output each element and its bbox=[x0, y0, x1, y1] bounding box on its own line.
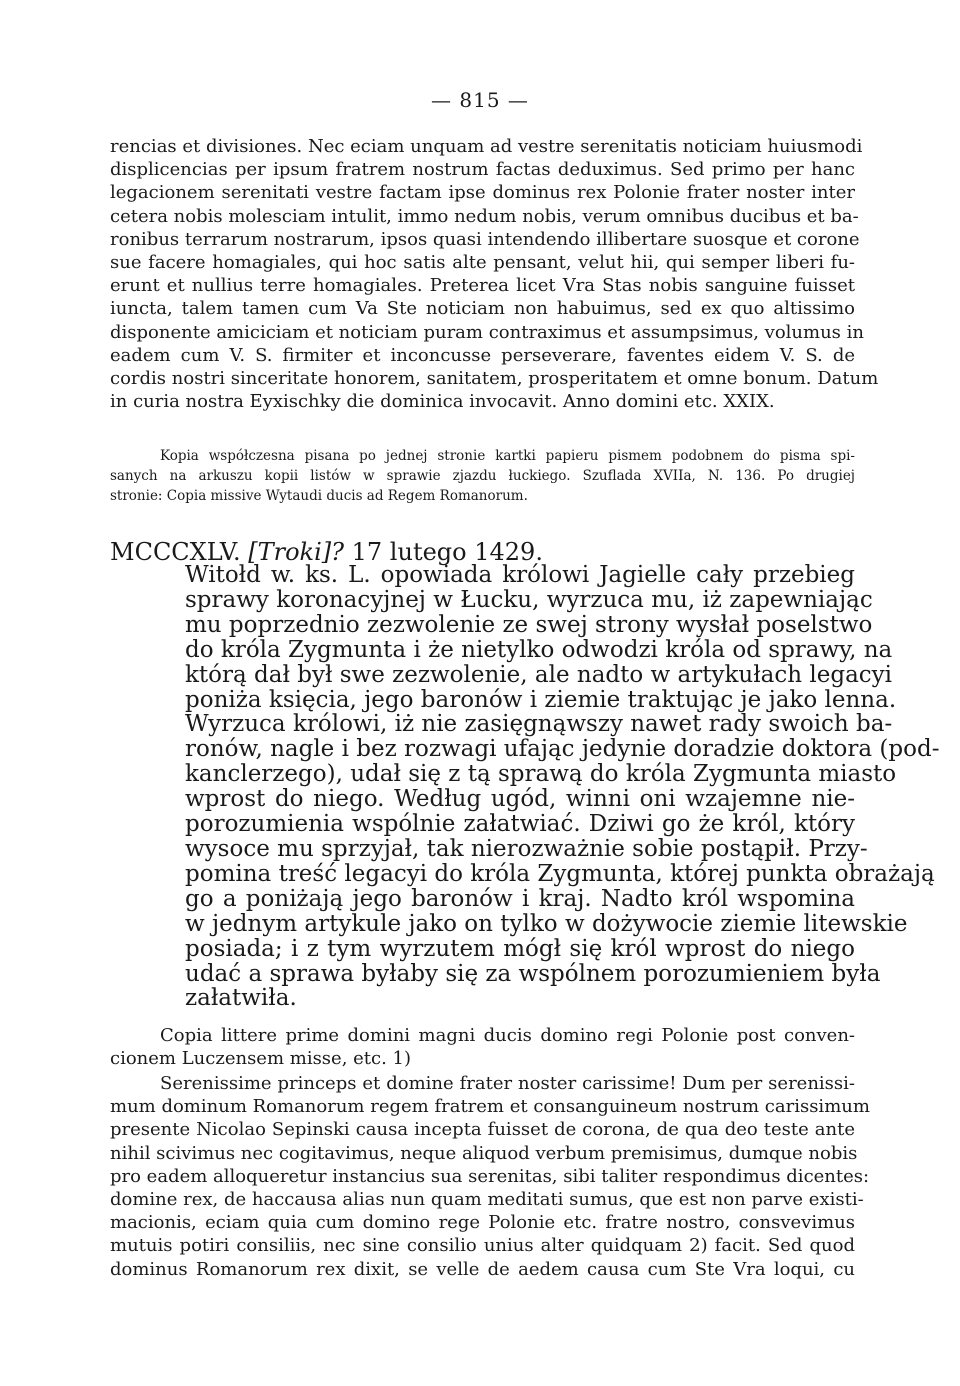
summary-line: udać a sprawa byłaby się za wspólnem porozumieniem była bbox=[185, 960, 881, 987]
summary-line: kanclerzego), udał się z tą sprawą do króla Zygmunta miasto bbox=[185, 761, 897, 788]
text-line: domine rex, de haccausa alias nun quam meditati sumus, que est non parve existi- bbox=[110, 1189, 864, 1211]
text-line: rencias et divisiones. Nec eciam unquam ad vestre serenitatis noticiam huiusmodi bbox=[110, 136, 863, 157]
summary-line: Witołd w. ks. L. opowiada królowi Jagielle cały przebieg bbox=[185, 562, 855, 588]
text-line: displicencias per ipsum fratrem nostrum factas deduximus. Sed primo per hanc bbox=[110, 159, 855, 181]
note-line: stronie: Copia missive Wytaudi ducis ad Regem Romanorum. bbox=[110, 488, 528, 504]
text-line: disponente amiciciam et noticiam puram contraximus et assumpsimus, volumus in bbox=[110, 321, 864, 343]
text-line: ronibus terrarum nostrarum, ipsos quasi intendendo illibertare suosque et corone bbox=[110, 228, 860, 250]
text-line: mutuis potiri consiliis, nec sine consilio unius alter quidquam 2) facit. Sed quod bbox=[110, 1235, 855, 1257]
document-place: [Troki]? bbox=[248, 538, 344, 566]
summary-line: Wyrzuca królowi, iż nie zasięgnąwszy nawet rady swoich ba- bbox=[185, 711, 893, 738]
text-line: cetera nobis molesciam intulit, immo nedum nobis, verum omnibus ducibus et ba- bbox=[110, 205, 859, 227]
text-line: macionis, eciam quia cum domino rege Polonie etc. fratre nostro, consvevimus bbox=[110, 1212, 855, 1234]
text-line: sue facere homagiales, qui hoc satis alte pensant, velut hii, qui semper liberi fu- bbox=[110, 252, 855, 274]
text-line: iuncta, talem tamen cum Va Ste noticiam non habuimus, sed ex quo altissimo bbox=[110, 298, 855, 320]
source-note bbox=[110, 446, 855, 506]
text-line: dominus Romanorum rex dixit, se velle de aedem causa cum Ste Vra loqui, cu bbox=[110, 1258, 855, 1280]
summary-line: wysoce mu sprzyjał, tak nierozważnie sobie postąpił. Przy- bbox=[185, 835, 868, 862]
summary-line: poniża księcia, jego baronów i ziemie traktując je jako lenna. bbox=[185, 686, 897, 713]
text-line: in curia nostra Eyxischky die dominica invocavit. Anno domini etc. XXIX. bbox=[110, 391, 775, 413]
note-line: sanych na arkuszu kopii listów w sprawie zjazdu łuckiego. Szuflada XVIIa, N. 136. Po drugiej bbox=[110, 468, 855, 484]
text-line: eadem cum V. S. firmiter et inconcusse perseverare, faventes eidem V. S. de bbox=[110, 344, 855, 366]
note-line: Kopia współczesna pisana po jednej stronie kartki papieru pismem podobnem do pisma spi- bbox=[160, 448, 855, 464]
summary-line: wprost do niego. Według ugód, winni oni wzajemne nie- bbox=[185, 786, 855, 813]
summary-line: pomina treść legacyi do króla Zygmunta, której punkta obrażają bbox=[185, 860, 935, 887]
latin-continuation bbox=[110, 135, 879, 413]
text-line: legacionem serenitati vestre factam ipse dominus rex Polonie frater noster inter bbox=[110, 182, 855, 204]
text-line: mum dominum Romanorum regem fratrem et consanguineum nostrum carissimum bbox=[110, 1096, 870, 1118]
document-year: 1429. bbox=[474, 538, 543, 566]
summary-line: którą dał był swe zezwolenie, ale nadto w artykułach legacyi bbox=[185, 661, 893, 688]
text-line: Copia littere prime domini magni ducis domino regi Polonie post conven- bbox=[160, 1025, 855, 1046]
summary-line: do króla Zygmunta i że nietylko odwodzi króla od sprawy, na bbox=[185, 636, 893, 663]
text-line: cordis nostri sinceritate honorem, sanitatem, prosperitatem et omne bonum. Datum bbox=[110, 368, 879, 390]
summary-line: go a poniżają jego baronów i kraj. Nadto król wspomina bbox=[185, 885, 855, 912]
polish-summary bbox=[185, 562, 940, 1012]
copia-intro bbox=[110, 1024, 855, 1070]
summary-line: mu poprzednio zezwolenie ze swej strony wysłał poselstwo bbox=[185, 611, 873, 638]
document-day: 17 lutego bbox=[351, 538, 467, 566]
summary-line: załatwiła. bbox=[185, 985, 297, 1012]
summary-line: ronów, nagle i bez rozwagi ufając jedynie doradzie doktora (pod- bbox=[185, 736, 940, 763]
text-line: nihil scivimus nec cogitavimus, neque aliquod verbum premisimus, dumque nobis bbox=[110, 1142, 858, 1164]
text-line: cionem Luczensem misse, etc. 1) bbox=[110, 1048, 412, 1070]
text-line: pro eadem alloqueretur instancius sua serenitas, sibi taliter respondimus dicentes: bbox=[110, 1165, 870, 1187]
document-number: MCCCXLV. bbox=[110, 538, 241, 566]
summary-line: sprawy koronacyjnej w Łucku, wyrzuca mu, iż zapewniając bbox=[185, 586, 873, 613]
letter-text bbox=[110, 1072, 870, 1281]
text-line: Serenissime princeps et domine frater noster carissime! Dum per serenissi- bbox=[160, 1073, 855, 1094]
text-line: erunt et nullius terre homagiales. Preterea licet Vra Stas nobis sanguine fuisset bbox=[110, 275, 855, 297]
summary-line: porozumienia wspólnie załatwiać. Dziwi go że król, który bbox=[185, 811, 855, 838]
summary-line: w jednym artykule jako on tylko w dożywocie ziemie litewskie bbox=[185, 910, 908, 937]
summary-line: posiada; i z tym wyrzutem mógł się król wprost do niego bbox=[185, 935, 855, 962]
text-line: presente Nicolao Sepinski causa incepta fuisset de corona, de qua deo teste ante bbox=[110, 1119, 855, 1141]
page-number: — 815 — bbox=[431, 88, 529, 112]
